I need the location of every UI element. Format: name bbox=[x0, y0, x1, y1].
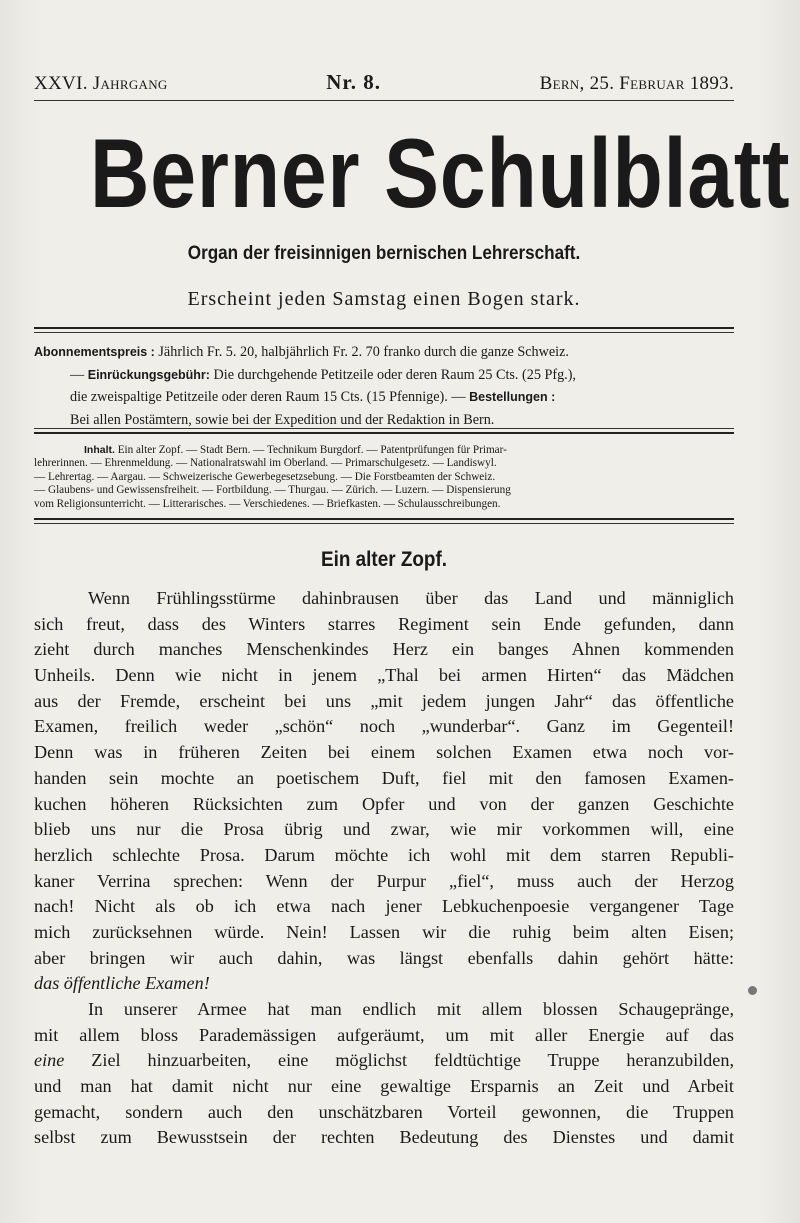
article-line: mit allem bloss Parademässigen aufgeräumt, um mit aller Energie auf das bbox=[34, 1024, 734, 1045]
abo-label: Abonnementspreis : bbox=[34, 345, 155, 359]
article-line: Unheils. Denn wie nicht in jenem „Thal bei armen Hirten“ das Mädchen bbox=[34, 665, 734, 686]
article-line: Ziel hinzuarbeiten, eine möglichst feldtüchtige Truppe heranzubilden, bbox=[64, 1050, 734, 1071]
contents-rule-top bbox=[34, 432, 734, 434]
issue-line bbox=[34, 70, 734, 94]
article-line: herzlich schlechte Prosa. Darum möchte ich wohl mit dem starren Republi- bbox=[34, 844, 734, 865]
article-line: blieb uns nur die Prosa übrig und zwar, wie mir vorkommen will, eine bbox=[34, 819, 734, 840]
masthead-subtitle: Organ der freisinnigen bernischen Lehrerschaft. bbox=[187, 243, 581, 264]
ins-text: Die durchgehende Petitzeile oder deren Raum 25 Cts. (25 Pfg.), bbox=[213, 366, 576, 383]
article-body bbox=[34, 586, 734, 1151]
article-line: zieht durch manches Menschenkindes Herz ein banges Ahnen kommenden bbox=[34, 639, 734, 660]
article-line: und man hat damit nicht nur eine gewaltige Ersparnis an Zeit und Arbeit bbox=[34, 1076, 734, 1097]
ink-speck bbox=[748, 986, 757, 995]
contents-line: — Glaubens- und Gewissensfreiheit. — Fortbildung. — Thurgau. — Zürich. — Luzern. — Dispensierung bbox=[34, 484, 511, 497]
article-emphasis: eine bbox=[34, 1050, 65, 1071]
article-line: Denn was in früheren Zeiten bei einem solchen Examen etwa noch vor- bbox=[34, 742, 734, 763]
contents-rule-top-thin bbox=[34, 428, 734, 429]
subscription-info bbox=[34, 341, 734, 431]
header-rule bbox=[34, 100, 734, 101]
subscription-rule-top-thin bbox=[34, 332, 734, 333]
article-line: aber bringen wir auch dahin, was längst ebenfalls dahin gehört hätte: bbox=[34, 947, 734, 968]
contents-line: Ein alter Zopf. — Stadt Bern. — Technikum Burgdorf. — Patentprüfungen für Primar- bbox=[117, 444, 507, 456]
article-line: selbst zum Bewusstsein der rechten Bedeutung des Dienstes und damit bbox=[34, 1127, 734, 1148]
article-line: handen sein mochte an poetischem Duft, fiel mit den famosen Examen- bbox=[34, 767, 734, 788]
article-line: In unserer Armee hat man endlich mit allem blossen Schaugepränge, bbox=[88, 999, 734, 1019]
contents-rule-bottom bbox=[34, 518, 734, 520]
article-line: Examen, freilich weder „schön“ noch „wunderbar“. Ganz im Gegenteil! bbox=[34, 716, 734, 737]
place-date: Bern, 25. Februar 1893. bbox=[539, 73, 734, 94]
issue-number: Nr. 8. bbox=[326, 70, 382, 94]
ins-prefix: — bbox=[70, 366, 85, 383]
masthead-title: Berner Schulblatt bbox=[90, 118, 791, 228]
article-title: Ein alter Zopf. bbox=[320, 548, 447, 571]
article-line: Wenn Frühlingsstürme dahinbrausen über das Land und männiglich bbox=[88, 588, 734, 608]
contents-label: Inhalt. bbox=[84, 444, 115, 456]
article-line: kuchen höheren Rücksichten zum Opfer und von der ganzen Geschichte bbox=[34, 793, 734, 814]
ins-text-2: die zweispaltige Petitzeile oder deren Raum 15 Cts. (15 Pfennige). — bbox=[70, 389, 466, 405]
abo-text: Jährlich Fr. 5. 20, halbjährlich Fr. 2. 70 franko durch die ganze Schweiz. bbox=[158, 344, 569, 360]
article-italic-line: das öffentliche Examen! bbox=[34, 973, 210, 994]
contents-line: lehrerinnen. — Ehrenmeldung. — Nationalratswahl im Oberland. — Primarschulgesetz. — Landiswyl. bbox=[34, 457, 497, 470]
contents-rule-bottom-thin bbox=[34, 523, 734, 524]
contents-line: — Lehrertag. — Aargau. — Schweizerische Gewerbegesetzsebung. — Die Forstbeamten der Schweiz. bbox=[34, 470, 496, 483]
table-of-contents bbox=[34, 444, 734, 511]
order-label: Bestellungen : bbox=[469, 390, 556, 404]
volume: XXVI. Jahrgang bbox=[34, 73, 168, 94]
article-line: sich freut, dass des Winters starres Regiment sein Ende gefunden, dann bbox=[34, 613, 734, 634]
contents-line: vom Religionsunterricht. — Litterarisches. — Verschiedenes. — Briefkasten. — Schulausschreibungen. bbox=[34, 497, 501, 510]
subscription-rule-top bbox=[34, 327, 734, 329]
article-line: aus der Fremde, erscheint bei uns „mit jedem jungen Jahr“ das öffentliche bbox=[34, 690, 734, 711]
article-line: nach! Nicht als ob ich etwa nach jener Lebkuchenpoesie vergangener Tage bbox=[34, 896, 734, 917]
article-line: gemacht, sondern auch den unschätzbaren Vorteil gewonnen, die Truppen bbox=[34, 1101, 734, 1122]
ins-label: Einrückungsgebühr: bbox=[87, 367, 210, 382]
order-text: Bei allen Postämtern, sowie bei der Expedition und der Redaktion in Bern. bbox=[70, 411, 495, 428]
article-line: kaner Verrina sprechen: Wenn der Purpur „fiel“, muss auch der Herzog bbox=[34, 870, 734, 891]
publication-frequency: Erscheint jeden Samstag einen Bogen stark. bbox=[187, 288, 581, 310]
article-line: mich zurücksehnen würde. Nein! Lassen wir die ruhig beim alten Eisen; bbox=[34, 921, 734, 942]
